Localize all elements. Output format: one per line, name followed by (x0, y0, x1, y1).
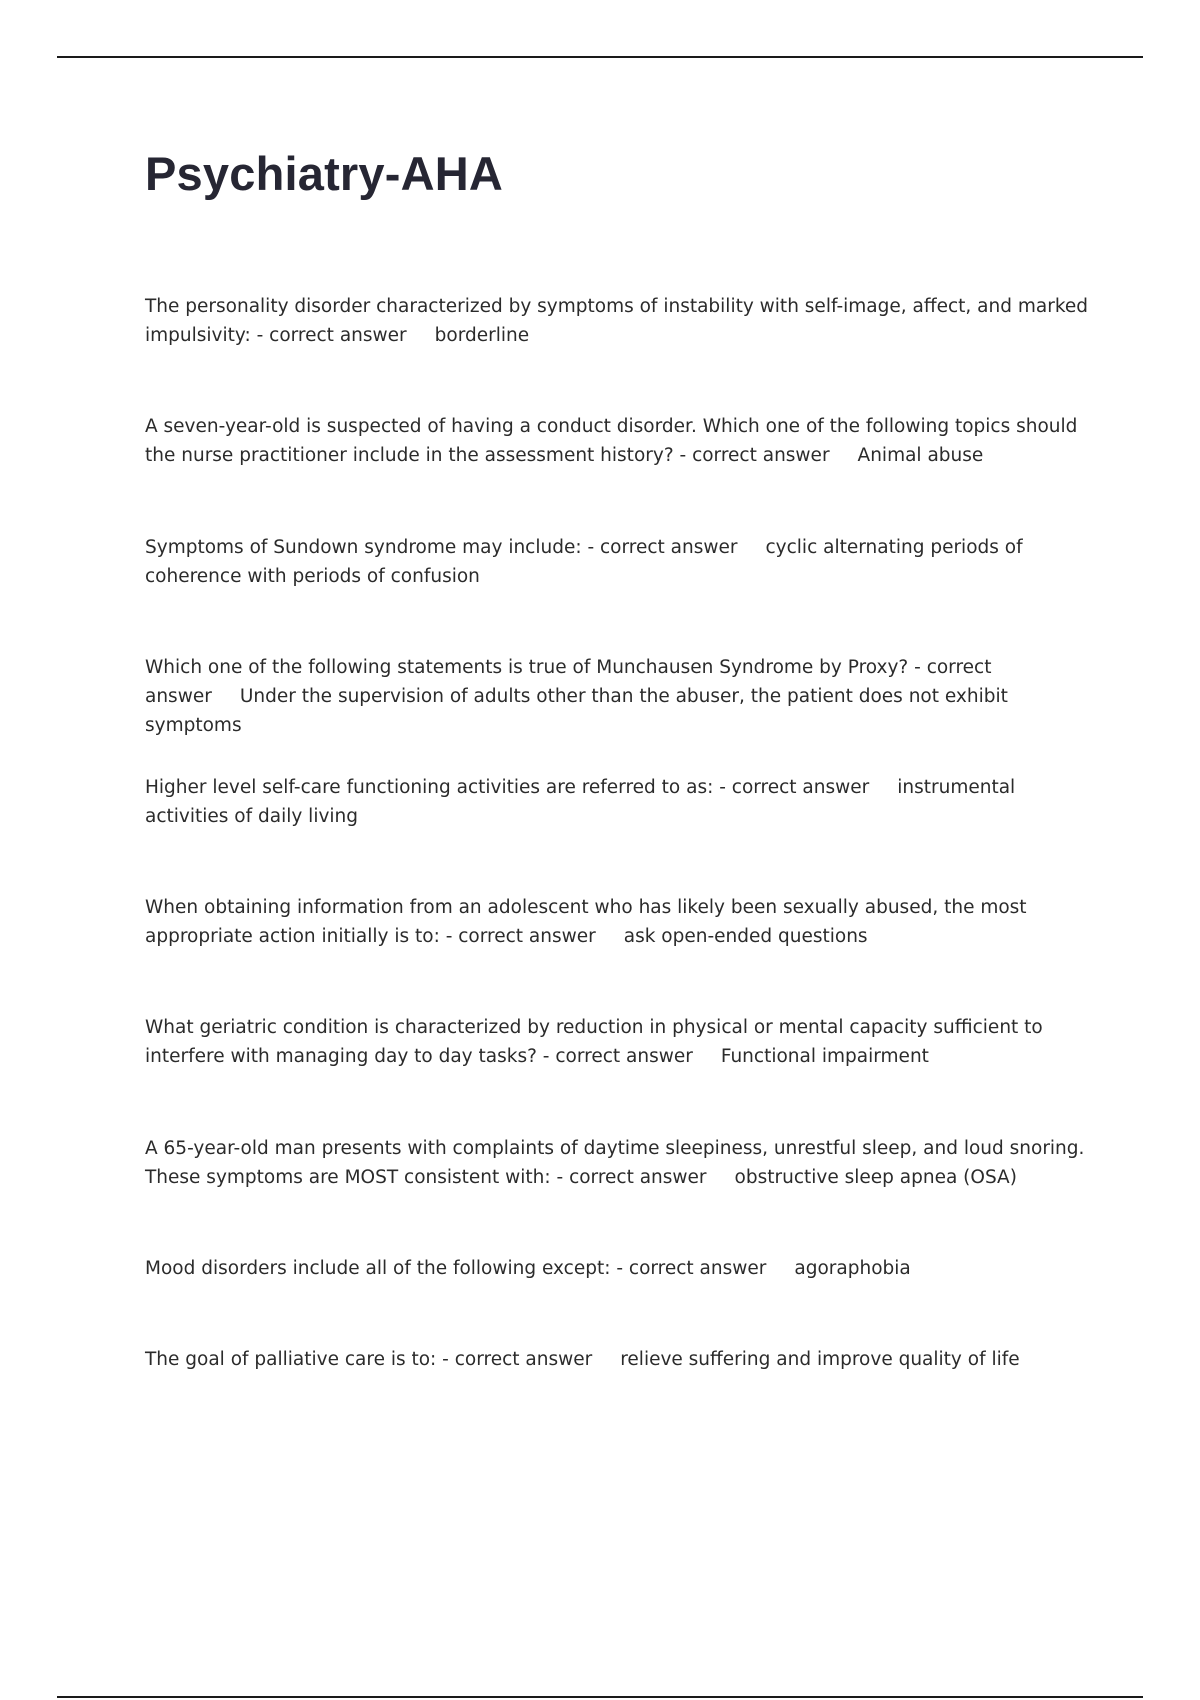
answer-text: ask open-ended questions (623, 926, 868, 947)
qa-item (145, 893, 1095, 951)
qa-item (145, 412, 1095, 470)
question-text: A 65-year-old man presents with complaints of daytime sleepiness, unrestful sleep, and loud snoring. These symptoms are MOST consistent with: - correct answer (145, 1138, 1085, 1188)
question-text: When obtaining information from an adolescent who has likely been sexually abused, the most appropriate action initially is to: - correct answer (145, 897, 1027, 947)
qa-item (145, 1134, 1095, 1192)
question-text: A seven-year-old is suspected of having a conduct disorder. Which one of the following topics should the nurse practitioner include in the assessment history? - correct answer (145, 416, 1078, 466)
qa-item (145, 653, 1095, 740)
qa-item (145, 292, 1095, 350)
question-text: Symptoms of Sundown syndrome may include: - correct answer (145, 537, 738, 558)
bottom-divider (57, 1696, 1143, 1698)
qa-item (145, 1013, 1095, 1071)
top-divider (57, 56, 1143, 58)
answer-text: obstructive sleep apnea (OSA) (734, 1167, 1017, 1188)
answer-text: Under the supervision of adults other than the abuser, the patient does not exhibit symptoms (145, 686, 1008, 736)
question-text: Mood disorders include all of the following except: - correct answer (145, 1258, 767, 1279)
question-text: Higher level self-care functioning activities are referred to as: - correct answer (145, 777, 870, 798)
answer-text: cyclic alternating periods of coherence with periods of confusion (145, 537, 1023, 587)
qa-item (145, 1254, 1095, 1283)
qa-item (145, 533, 1095, 591)
question-text: What geriatric condition is characterized by reduction in physical or mental capacity sufficient to interfere with managing day to day tasks? - correct answer (145, 1017, 1043, 1067)
answer-text: Animal abuse (857, 445, 984, 466)
answer-text: agoraphobia (794, 1258, 911, 1279)
answer-text: instrumental activities of daily living (145, 777, 1016, 827)
answer-text: Functional impairment (720, 1046, 929, 1067)
qa-item (145, 1345, 1095, 1374)
qa-item (145, 773, 1095, 831)
document-title: Psychiatry-AHA (145, 147, 504, 200)
answer-text: relieve suffering and improve quality of life (620, 1349, 1020, 1370)
question-text: The personality disorder characterized by symptoms of instability with self-image, affect, and marked impulsivity: - correct answer (145, 296, 1088, 346)
question-text: Which one of the following statements is true of Munchausen Syndrome by Proxy? - correct answer (145, 657, 992, 707)
question-text: The goal of palliative care is to: - correct answer (145, 1349, 593, 1370)
answer-text: borderline (434, 325, 530, 346)
